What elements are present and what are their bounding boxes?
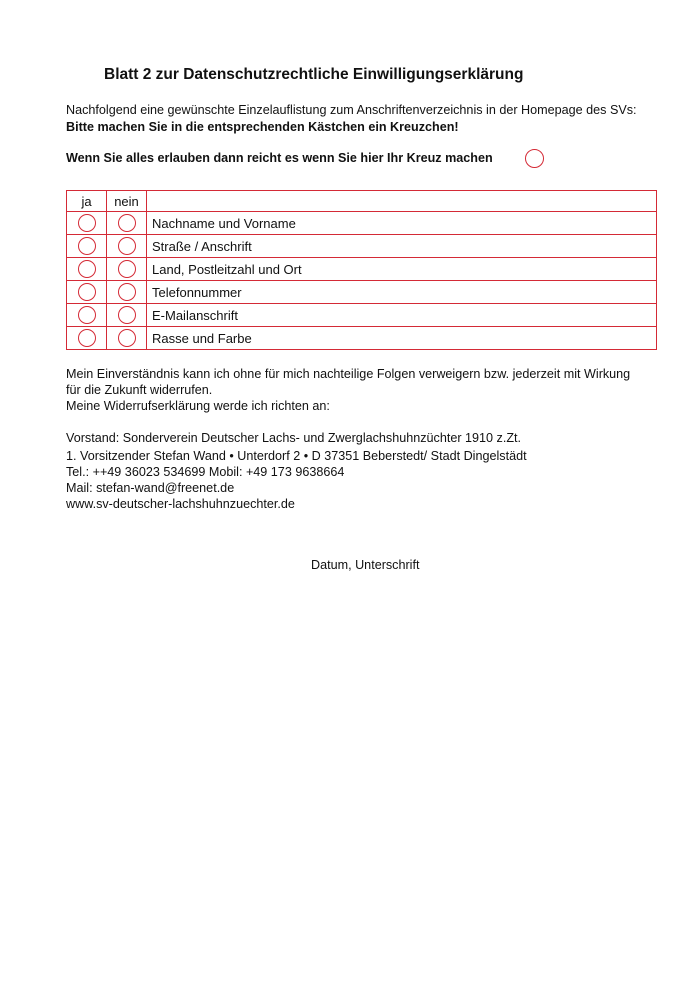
- chair-line: 1. Vorsitzender Stefan Wand • Unterdorf 2 • D 37351 Beberstedt/ Stadt Dingelstädt: [66, 449, 527, 463]
- revocation-text: Mein Einverständnis kann ich ohne für mich nachteilige Folgen verweigern bzw. jederzeit mit Wirkung: [66, 367, 631, 381]
- row-label: Rasse und Farbe: [147, 327, 657, 350]
- consent-table: [66, 190, 657, 350]
- header-no: nein: [107, 191, 147, 212]
- no-checkbox[interactable]: [118, 283, 136, 301]
- revocation-address-intro: Meine Widerrufserklärung werde ich richten an:: [66, 399, 330, 413]
- signature-label: Datum, Unterschrift: [311, 558, 420, 572]
- document-title: Blatt 2 zur Datenschutzrechtliche Einwilligungserklärung: [104, 66, 524, 83]
- no-checkbox[interactable]: [118, 214, 136, 232]
- yes-checkbox[interactable]: [78, 306, 96, 324]
- intro-text: Nachfolgend eine gewünschte Einzelauflistung zum Anschriftenverzeichnis in der Homepage des SVs:: [66, 103, 637, 117]
- no-checkbox[interactable]: [118, 260, 136, 278]
- yes-checkbox[interactable]: [78, 329, 96, 347]
- row-label: E-Mailanschrift: [147, 304, 657, 327]
- table-row: [67, 235, 657, 258]
- yes-cell: [67, 235, 107, 258]
- no-checkbox[interactable]: [118, 329, 136, 347]
- no-cell: [107, 327, 147, 350]
- no-cell: [107, 281, 147, 304]
- no-checkbox[interactable]: [118, 306, 136, 324]
- no-checkbox[interactable]: [118, 237, 136, 255]
- board-line: Vorstand: Sonderverein Deutscher Lachs- und Zwerglachshuhnzüchter 1910 z.Zt.: [66, 431, 522, 445]
- yes-cell: [67, 327, 107, 350]
- yes-checkbox[interactable]: [78, 283, 96, 301]
- header-yes: ja: [67, 191, 107, 212]
- allow-all-label: Wenn Sie alles erlauben dann reicht es wenn Sie hier Ihr Kreuz machen: [66, 151, 493, 165]
- phone-line: Tel.: ++49 36023 534699 Mobil: +49 173 9638664: [66, 465, 345, 479]
- no-cell: [107, 304, 147, 327]
- revocation-text-cont: für die Zukunft widerrufen.: [66, 383, 213, 397]
- no-cell: [107, 212, 147, 235]
- row-label: Straße / Anschrift: [147, 235, 657, 258]
- table-row: [67, 258, 657, 281]
- table-row: [67, 304, 657, 327]
- table-row: [67, 281, 657, 304]
- allow-all-checkbox[interactable]: [525, 149, 544, 168]
- yes-cell: [67, 258, 107, 281]
- yes-checkbox[interactable]: [78, 237, 96, 255]
- intro-instruction: Bitte machen Sie in die entsprechenden Kästchen ein Kreuzchen!: [66, 120, 459, 134]
- no-cell: [107, 258, 147, 281]
- website-link[interactable]: www.sv-deutscher-lachshuhnzuechter.de: [66, 497, 295, 511]
- table-header-row: [67, 191, 657, 212]
- header-empty: [147, 191, 657, 212]
- yes-cell: [67, 304, 107, 327]
- yes-checkbox[interactable]: [78, 260, 96, 278]
- table-row: [67, 327, 657, 350]
- row-label: Telefonnummer: [147, 281, 657, 304]
- yes-cell: [67, 281, 107, 304]
- no-cell: [107, 235, 147, 258]
- row-label: Land, Postleitzahl und Ort: [147, 258, 657, 281]
- yes-checkbox[interactable]: [78, 214, 96, 232]
- row-label: Nachname und Vorname: [147, 212, 657, 235]
- table-row: [67, 212, 657, 235]
- email-line: Mail: stefan-wand@freenet.de: [66, 481, 235, 495]
- yes-cell: [67, 212, 107, 235]
